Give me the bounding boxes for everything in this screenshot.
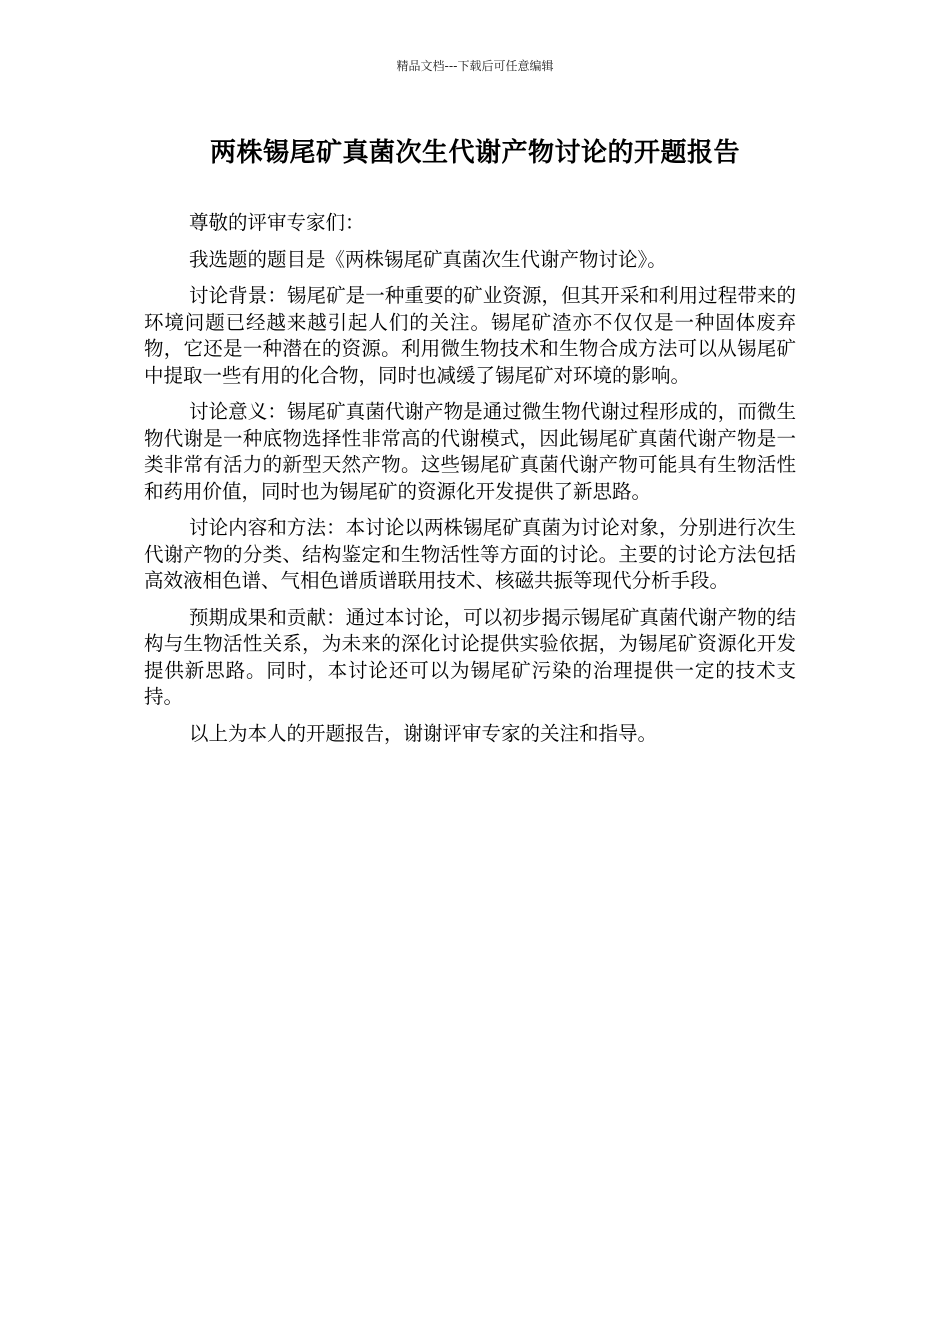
document-title: 两株锡尾矿真菌次生代谢产物讨论的开题报告 (209, 138, 740, 168)
expected-results-paragraph: 预期成果和贡献：通过本讨论，可以初步揭示锡尾矿真菌代谢产物的结构与生物活性关系，为未来的深化讨论提供实验依据，为锡尾矿资源化开发提供新思路。同时，本讨论还可以为锡尾矿污染的治理提供一定的技术支持。 (144, 605, 796, 708)
topic-paragraph: 我选题的题目是《两株锡尾矿真菌次生代谢产物讨论》。 (189, 247, 667, 271)
header-note: 精品文档---下载后可任意编辑 (396, 59, 554, 73)
salutation-paragraph: 尊敬的评审专家们： (189, 211, 365, 234)
closing-paragraph: 以上为本人的开题报告，谢谢评审专家的关注和指导。 (189, 721, 658, 745)
content-methods-paragraph: 讨论内容和方法：本讨论以两株锡尾矿真菌为讨论对象，分别进行次生代谢产物的分类、结构鉴定和生物活性等方面的讨论。主要的讨论方法包括高效液相色谱、气相色谱质谱联用技术、核磁共振等现代分析手段。 (144, 516, 796, 592)
document-body (144, 210, 796, 757)
significance-paragraph: 讨论意义：锡尾矿真菌代谢产物是通过微生物代谢过程形成的，而微生物代谢是一种底物选择性非常高的代谢模式，因此锡尾矿真菌代谢产物是一类非常有活力的新型天然产物。这些锡尾矿真菌代谢产物可能具有生物活性和药用价值，同时也为锡尾矿的资源化开发提供了新思路。 (144, 400, 796, 503)
background-paragraph: 讨论背景：锡尾矿是一种重要的矿业资源，但其开采和利用过程带来的环境问题已经越来越引起人们的关注。锡尾矿渣亦不仅仅是一种固体废弃物，它还是一种潜在的资源。利用微生物技术和生物合成方法可以从锡尾矿中提取一些有用的化合物，同时也减缓了锡尾矿对环境的影响。 (144, 284, 796, 387)
